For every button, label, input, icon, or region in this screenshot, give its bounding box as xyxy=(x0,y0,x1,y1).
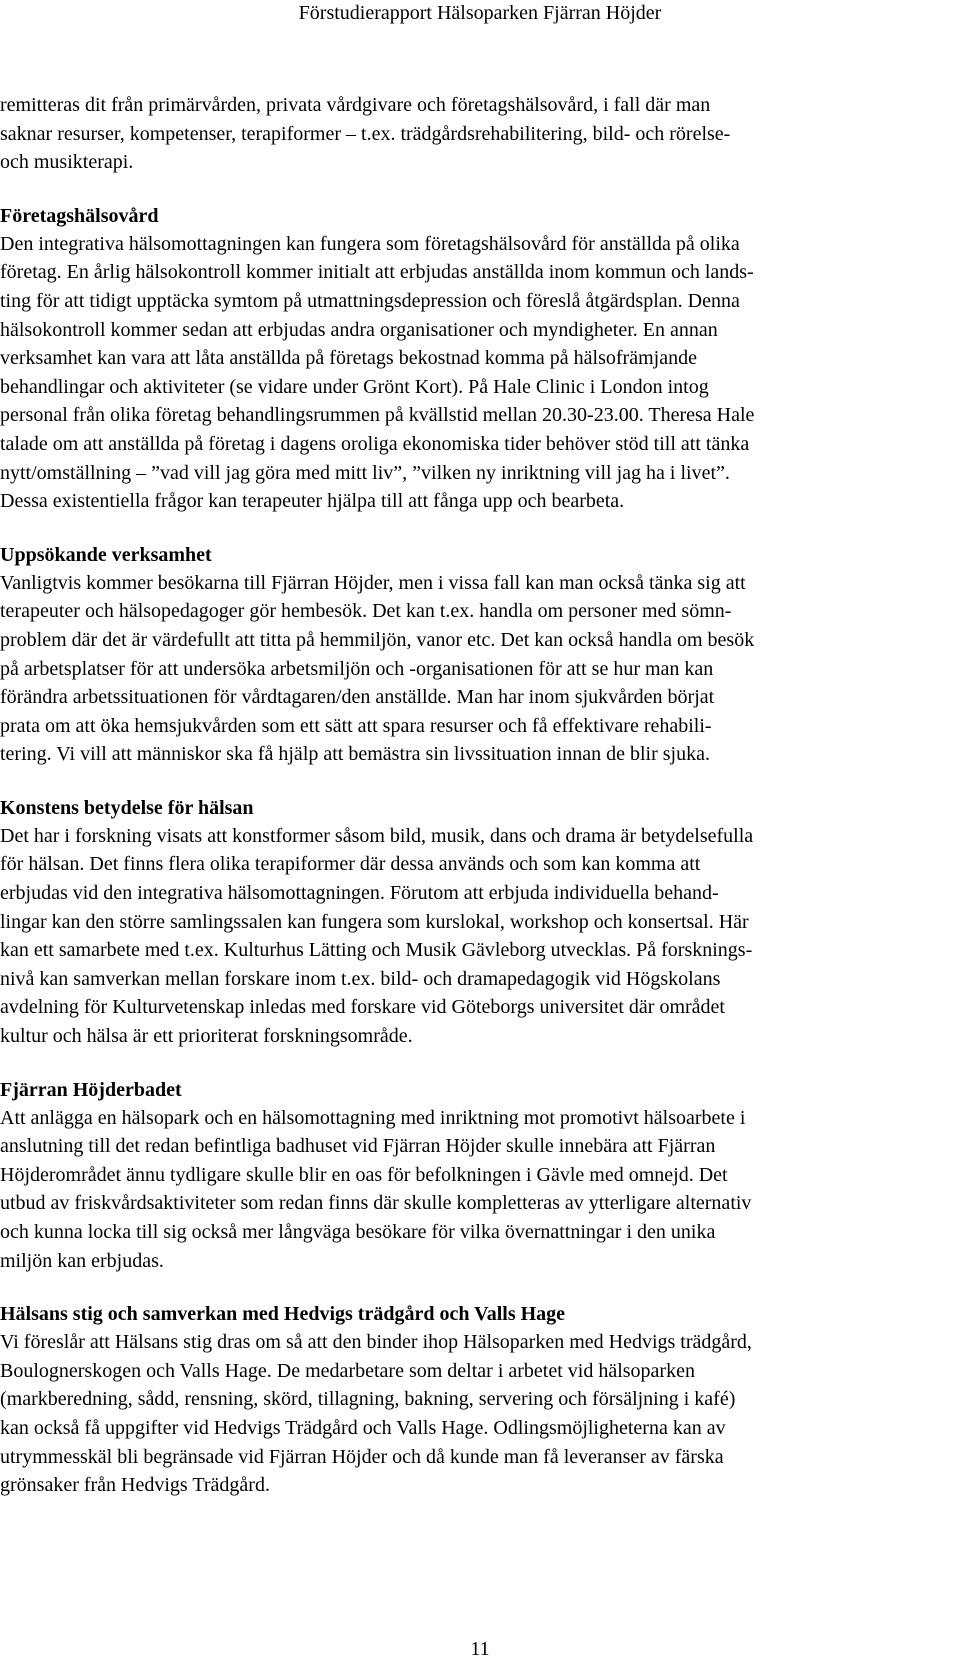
paragraph-line: företag. En årlig hälsokontroll kommer initialt att erbjudas anställda inom kommun och lands- xyxy=(0,261,754,284)
paragraph-line: på arbetsplatser för att undersöka arbetsmiljön och -organisationen för att se hur man kan xyxy=(0,657,714,680)
section-paragraph xyxy=(0,91,952,177)
section-paragraph xyxy=(0,1104,952,1276)
page-number: 11 xyxy=(470,1638,490,1660)
paragraph-line: och kunna locka till sig också mer långväga besökare för vilka övernattningar i den unika xyxy=(0,1221,716,1243)
document-section xyxy=(0,794,952,1051)
paragraph-line: behandlingar och aktiviteter (se vidare under Grönt Kort). På Hale Clinic i London intog xyxy=(0,375,709,398)
running-header: Förstudierapport Hälsoparken Fjärran Höjder xyxy=(298,2,662,24)
paragraph-line: nytt/omställning – ”vad vill jag göra med mitt liv”, ”vilken ny inriktning vill jag ha i livet”. xyxy=(0,461,730,484)
paragraph-line: Det har i forskning visats att konstformer såsom bild, musik, dans och drama är betydelsefulla xyxy=(0,824,754,847)
paragraph-line: Höjderområdet ännu tydligare skulle blir en oas för befolkningen i Gävle med omnejd. Det xyxy=(0,1163,728,1186)
section-paragraph xyxy=(0,1328,952,1500)
section-paragraph xyxy=(0,230,952,516)
paragraph-line: Den integrativa hälsomottagningen kan fungera som företagshälsovård för anställda på olika xyxy=(0,232,740,255)
paragraph-line: kultur och hälsa är ett prioriterat forskningsområde. xyxy=(0,1025,413,1048)
paragraph-line: avdelning för Kulturvetenskap inledas med forskare vid Göteborgs universitet där området xyxy=(0,996,725,1019)
paragraph-line: Att anlägga en hälsopark och en hälsomottagning med inriktning mot promotivt hälsoarbete i xyxy=(0,1106,746,1129)
section-heading: Företagshälsovård xyxy=(0,204,159,227)
section-heading: Uppsökande verksamhet xyxy=(0,543,212,566)
paragraph-line: (markberedning, sådd, rensning, skörd, tillagning, bakning, servering och försäljning i kafé) xyxy=(0,1388,736,1411)
document-section xyxy=(0,202,952,516)
paragraph-line: erbjudas vid den integrativa hälsomottagningen. Förutom att erbjuda individuella behand- xyxy=(0,882,719,905)
document-section xyxy=(0,541,952,769)
paragraph-line: förändra arbetssituationen för vårdtagaren/den anställde. Man har inom sjukvården börjat xyxy=(0,686,715,709)
paragraph-line: Vi föreslår att Hälsans stig dras om så att den binder ihop Hälsoparken med Hedvigs trädgård, xyxy=(0,1331,752,1354)
paragraph-line: problem där det är värdefullt att titta på hemmiljön, vanor etc. Det kan också handla om besök xyxy=(0,628,755,651)
paragraph-line: grönsaker från Hedvigs Trädgård. xyxy=(0,1474,270,1497)
paragraph-line: Dessa existentiella frågor kan terapeuter hjälpa till att fånga upp och bearbeta. xyxy=(0,490,625,513)
paragraph-line: verksamhet kan vara att låta anställda på företags bekostnad komma på hälsofrämjande xyxy=(0,347,697,370)
paragraph-line: och musikterapi. xyxy=(0,151,134,174)
paragraph-line: kan också få uppgifter vid Hedvigs Trädgård och Valls Hage. Odlingsmöjligheterna kan av xyxy=(0,1416,726,1439)
document-section xyxy=(0,1076,952,1276)
paragraph-line: nivå kan samverkan mellan forskare inom t.ex. bild- och dramapedagogik vid Högskolans xyxy=(0,967,721,990)
section-heading: Fjärran Höjderbadet xyxy=(0,1078,182,1101)
paragraph-line: lingar kan den större samlingssalen kan fungera som kurslokal, workshop och konsertsal. Här xyxy=(0,910,749,933)
document-body xyxy=(0,91,952,1500)
paragraph-line: utrymmesskäl bli begränsade vid Fjärran Höjder och då kunde man få leveranser av färska xyxy=(0,1445,724,1468)
section-paragraph xyxy=(0,822,952,1051)
section-paragraph xyxy=(0,569,952,769)
paragraph-line: utbud av friskvårdsaktiviteter som redan finns där skulle kompletteras av ytterligare alternativ xyxy=(0,1192,752,1215)
paragraph-line: för hälsan. Det finns flera olika terapiformer där dessa används och som kan komma att xyxy=(0,853,701,876)
paragraph-line: Boulognerskogen och Valls Hage. De medarbetare som deltar i arbetet vid hälsoparken xyxy=(0,1359,695,1382)
paragraph-line: talade om att anställda på företag i dagens oroliga ekonomiska tider behöver stöd till att tänka xyxy=(0,432,750,455)
section-heading: Konstens betydelse för hälsan xyxy=(0,796,254,819)
paragraph-line: hälsokontroll kommer sedan att erbjudas andra organisationer och myndigheter. En annan xyxy=(0,318,718,341)
paragraph-line: tering. Vi vill att människor ska få hjälp att bemästra sin livssituation innan de blir sjuka. xyxy=(0,743,710,766)
paragraph-line: terapeuter och hälsopedagoger gör hembesök. Det kan t.ex. handla om personer med sömn- xyxy=(0,600,732,623)
document-section xyxy=(0,1300,952,1500)
paragraph-line: anslutning till det redan befintliga badhuset vid Fjärran Höjder skulle innebära att Fjärran xyxy=(0,1135,716,1158)
section-heading: Hälsans stig och samverkan med Hedvigs trädgård och Valls Hage xyxy=(0,1303,566,1326)
paragraph-line: prata om att öka hemsjukvården som ett sätt att spara resurser och få effektivare rehabili- xyxy=(0,714,712,737)
paragraph-line: personal från olika företag behandlingsrummen på kvällstid mellan 20.30-23.00. Theresa Hale xyxy=(0,404,755,427)
paragraph-line: remitteras dit från primärvården, privata vårdgivare och företagshälsovård, i fall där man xyxy=(0,94,711,116)
paragraph-line: miljön kan erbjudas. xyxy=(0,1249,164,1272)
document-section xyxy=(0,91,952,177)
paragraph-line: saknar resurser, kompetenser, terapiformer – t.ex. trädgårdsrehabilitering, bild- och rörelse- xyxy=(0,122,731,145)
paragraph-line: Vanligtvis kommer besökarna till Fjärran Höjder, men i vissa fall kan man också tänka sig att xyxy=(0,571,746,594)
paragraph-line: kan ett samarbete med t.ex. Kulturhus Lätting och Musik Gävleborg utvecklas. På forsknings- xyxy=(0,939,753,962)
paragraph-line: ting för att tidigt upptäcka symtom på utmattningsdepression och föreslå åtgärdsplan. Denna xyxy=(0,289,740,312)
